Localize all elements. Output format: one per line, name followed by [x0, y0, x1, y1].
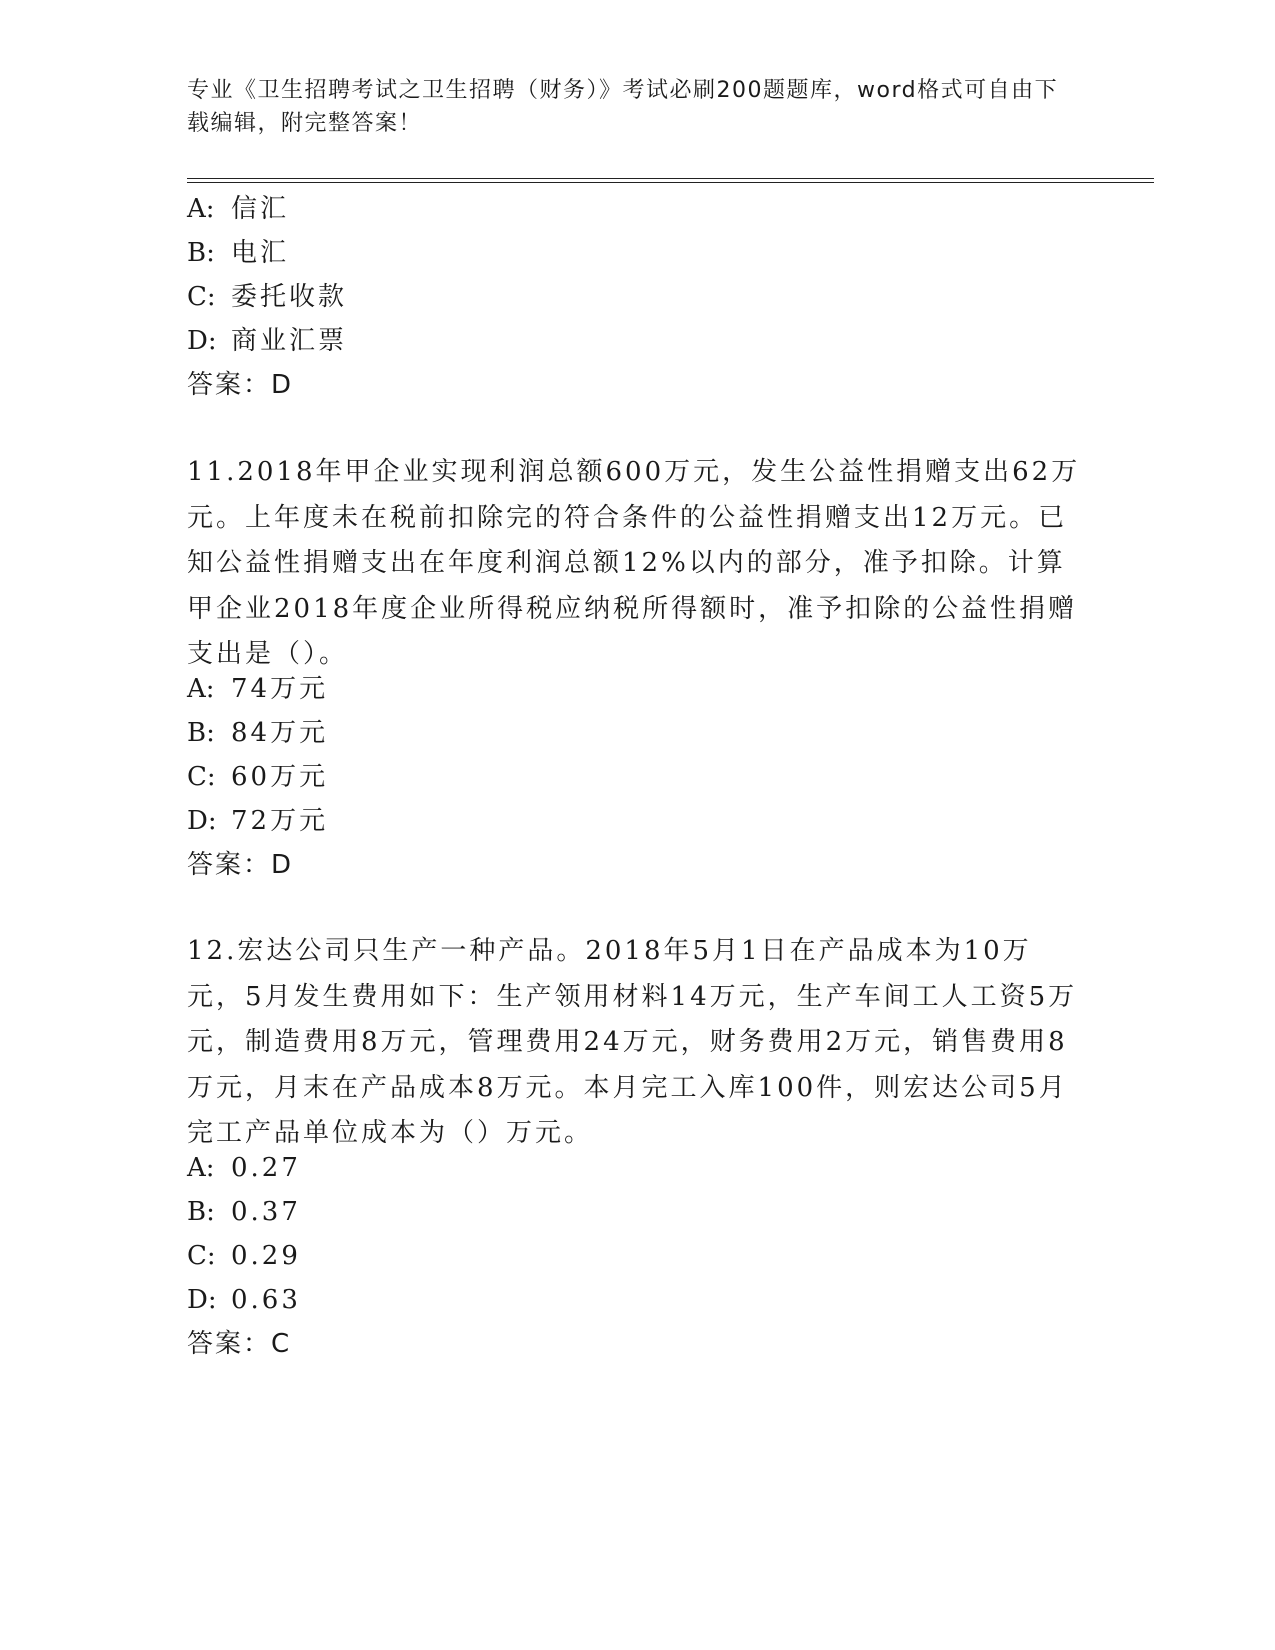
option-text: 0.37 — [231, 1197, 301, 1227]
option-label: D: — [187, 326, 217, 356]
option-label: C: — [187, 1241, 216, 1271]
option-label: B: — [187, 1197, 215, 1227]
option-text: 0.63 — [231, 1285, 301, 1315]
option-label: A: — [187, 1153, 215, 1183]
option-text: 84万元 — [231, 718, 329, 748]
option-label: D: — [187, 1285, 217, 1315]
q12-question: 12.宏达公司只生产一种产品。2018年5月1日在产品成本为10万元，5月发生费用如下：生产领用材料14万元，生产车间工人工资5万元，制造费用8万元，管理费用24万元，财务费用2万元，销售费用8万元，月末在产品成本8万元。本月完工入库100件，则宏达公司5月完工产品单位成本为（）万元。 — [187, 936, 1078, 1148]
q12-answer: 答案：C — [187, 1329, 292, 1359]
header-divider-top — [187, 178, 1154, 179]
option-text: 商业汇票 — [231, 326, 348, 356]
option-text: 电汇 — [231, 238, 290, 268]
q11-option-b — [187, 711, 328, 756]
option-text: 0.29 — [231, 1241, 301, 1271]
q10-answer: 答案：D — [187, 370, 294, 400]
option-label: D: — [187, 806, 217, 836]
q12-option-a — [187, 1146, 301, 1191]
q12-option-b — [187, 1190, 301, 1235]
document-header: 专业《卫生招聘考试之卫生招聘（财务）》考试必刷200题题库，word格式可自由下载编辑，附完整答案！ — [187, 78, 1059, 136]
q10-option-b — [187, 231, 289, 276]
option-text: 74万元 — [231, 674, 329, 704]
q11-option-a — [187, 667, 328, 712]
option-text: 72万元 — [231, 806, 329, 836]
option-label: A: — [187, 194, 215, 224]
option-text: 0.27 — [231, 1153, 301, 1183]
q11-option-d — [187, 799, 328, 844]
q12-option-c — [187, 1234, 301, 1279]
option-text: 委托收款 — [231, 282, 348, 312]
q12-option-d — [187, 1278, 301, 1323]
option-label: B: — [187, 238, 215, 268]
option-label: C: — [187, 762, 216, 792]
q11-question: 11.2018年甲企业实现利润总额600万元，发生公益性捐赠支出62万元。上年度未在税前扣除完的符合条件的公益性捐赠支出12万元。已知公益性捐赠支出在年度利润总额12%以内的部分，准予扣除。计算甲企业2018年度企业所得税应纳税所得额时，准予扣除的公益性捐赠支出是（）。 — [187, 457, 1081, 669]
option-text: 信汇 — [231, 194, 290, 224]
option-label: A: — [187, 674, 215, 704]
q11-answer: 答案：D — [187, 850, 294, 880]
q10-option-c — [187, 275, 347, 320]
q10-option-a — [187, 187, 289, 232]
option-text: 60万元 — [231, 762, 329, 792]
q11-option-c — [187, 755, 328, 800]
header-divider-bottom — [187, 182, 1154, 183]
option-label: B: — [187, 718, 215, 748]
option-label: C: — [187, 282, 216, 312]
q10-option-d — [187, 319, 347, 364]
